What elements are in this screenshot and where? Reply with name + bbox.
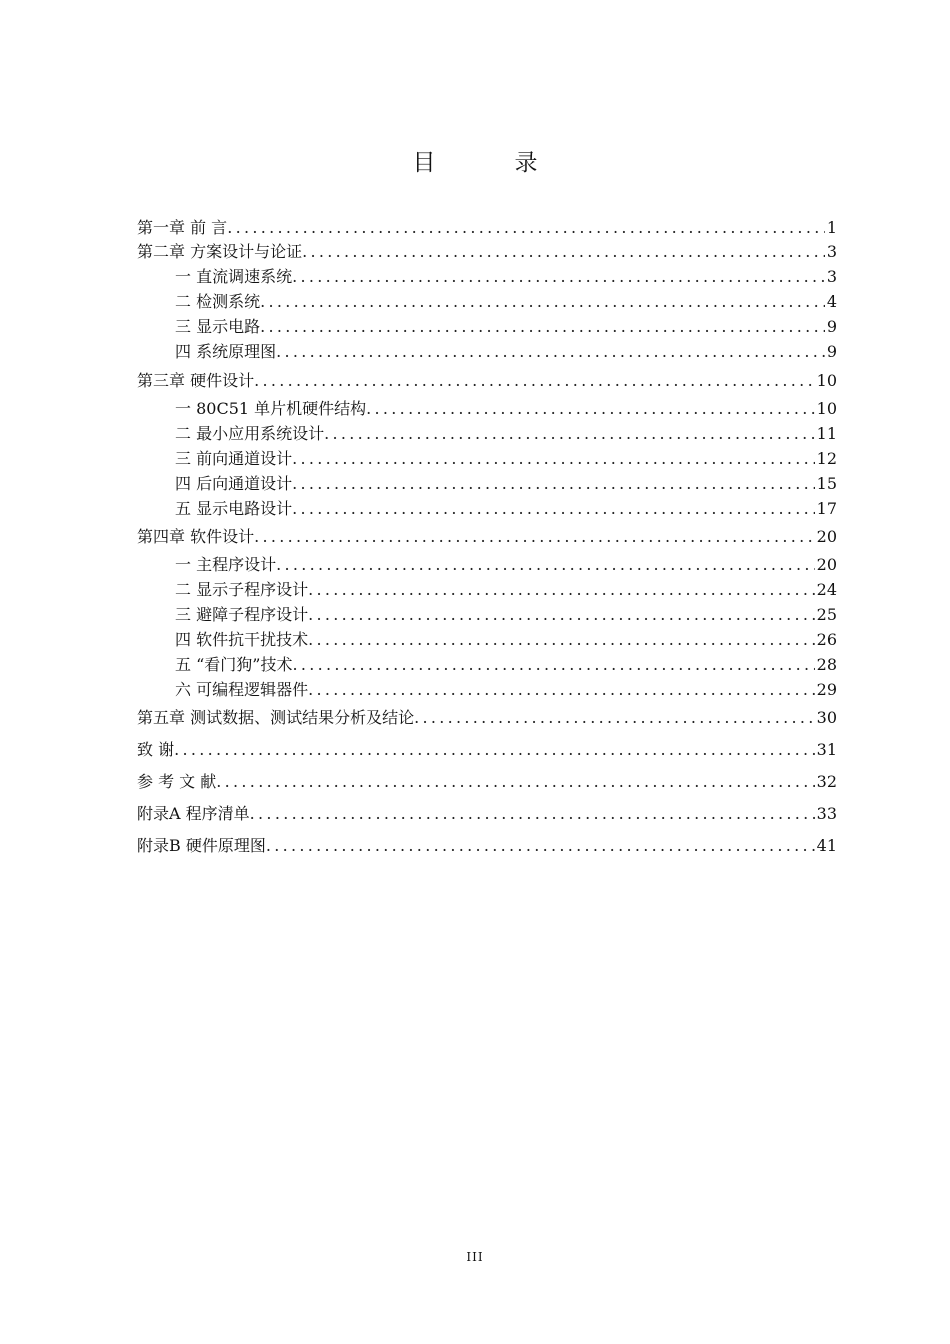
toc-entry[interactable] [137, 800, 837, 824]
toc-leader-dots [292, 655, 814, 675]
toc-entry[interactable] [175, 395, 837, 419]
toc-entry[interactable] [175, 601, 837, 625]
toc-entry-label: 一 80C51 单片机硬件结构 [175, 399, 367, 418]
toc-entry-label: 五 显示电路设计 [175, 499, 293, 518]
toc-entry[interactable] [137, 736, 837, 760]
toc-leader-dots [308, 580, 815, 600]
toc-entry-page: 10 [816, 399, 837, 418]
toc-entry-label: 参 考 文 献 [137, 772, 217, 791]
toc-entry-label: 四 系统原理图 [175, 342, 277, 361]
toc-entry-page: 20 [816, 555, 837, 574]
toc-leader-dots [227, 218, 825, 238]
toc-entry[interactable] [137, 214, 837, 238]
toc-entry-page: 24 [816, 580, 837, 599]
toc-leader-dots [254, 371, 815, 391]
toc-entry-label: 一 主程序设计 [175, 555, 277, 574]
toc-entry[interactable] [137, 832, 837, 856]
toc-leader-dots [260, 317, 825, 337]
toc-entry-page: 9 [826, 317, 837, 336]
toc-entry-label: 二 最小应用系统设计 [175, 424, 325, 443]
toc-leader-dots [260, 292, 825, 312]
toc-leader-dots [292, 499, 815, 519]
toc-entry-label: 致 谢 [137, 740, 175, 759]
toc-entry-page: 10 [816, 371, 837, 390]
toc-entry[interactable] [175, 288, 837, 312]
toc-entry[interactable] [175, 495, 837, 519]
toc-entry-label: 附录B 硬件原理图 [137, 836, 266, 855]
toc-entry-label: 三 显示电路 [175, 317, 261, 336]
toc-entry-page: 28 [816, 655, 837, 674]
toc-entry-label: 第一章 前 言 [137, 218, 228, 237]
toc-entry[interactable] [175, 338, 837, 362]
toc-entry-label: 第三章 硬件设计 [137, 371, 255, 390]
toc-entry-label: 第二章 方案设计与论证 [137, 242, 303, 261]
toc-entry-label: 四 后向通道设计 [175, 474, 293, 493]
toc-entry[interactable] [175, 470, 837, 494]
toc-entry-page: 33 [816, 804, 837, 823]
toc-entry-page: 3 [826, 267, 837, 286]
toc-entry[interactable] [137, 768, 837, 792]
toc-entry-label: 四 软件抗干扰技术 [175, 630, 309, 649]
toc-entry[interactable] [175, 576, 837, 600]
toc-entry-page: 1 [826, 218, 837, 237]
toc-entry[interactable] [175, 445, 837, 469]
toc-entry[interactable] [175, 313, 837, 337]
toc-entry-label: 二 检测系统 [175, 292, 261, 311]
toc-entry-page: 31 [816, 740, 837, 759]
toc-entry-page: 20 [816, 527, 837, 546]
toc-leader-dots [254, 527, 815, 547]
toc-leader-dots [276, 555, 815, 575]
toc-entry-label: 五 “看门狗”技术 [175, 655, 293, 674]
toc-leader-dots [250, 804, 815, 824]
toc-leader-dots [292, 449, 815, 469]
toc-entry-page: 17 [816, 499, 837, 518]
toc-leader-dots [308, 605, 815, 625]
toc-entry-label: 二 显示子程序设计 [175, 580, 309, 599]
toc-entry-page: 15 [816, 474, 837, 493]
toc-entry[interactable] [175, 420, 837, 444]
toc-entry-page: 3 [826, 242, 837, 261]
toc-entry-page: 9 [826, 342, 837, 361]
toc-entry-label: 第四章 软件设计 [137, 527, 255, 546]
toc-entry-label: 第五章 测试数据、测试结果分析及结论 [137, 708, 415, 727]
toc-entry-page: 4 [826, 292, 837, 311]
toc-leader-dots [366, 399, 815, 419]
toc-leader-dots [302, 242, 825, 262]
toc-entry[interactable] [175, 551, 837, 575]
toc-leader-dots [324, 424, 815, 444]
toc-entry-page: 11 [816, 424, 837, 443]
toc-leader-dots [292, 267, 825, 287]
toc-entry-page: 41 [816, 836, 837, 855]
page-title: 目 录 [412, 150, 566, 176]
toc-entry-page: 26 [816, 630, 837, 649]
toc-leader-dots [174, 740, 815, 760]
toc-entry-page: 25 [816, 605, 837, 624]
toc-entry[interactable] [137, 367, 837, 391]
toc-entry-page: 32 [816, 772, 837, 791]
toc-entry-label: 一 直流调速系统 [175, 267, 293, 286]
toc-leader-dots [276, 342, 825, 362]
toc-leader-dots [266, 836, 815, 856]
toc-entry[interactable] [175, 263, 837, 287]
toc-entry[interactable] [137, 704, 837, 728]
page-number: III [466, 1250, 484, 1264]
toc-entry[interactable] [137, 523, 837, 547]
toc-entry-page: 12 [816, 449, 837, 468]
toc-entry-label: 三 避障子程序设计 [175, 605, 309, 624]
toc-leader-dots [216, 772, 814, 792]
toc-leader-dots [308, 680, 815, 700]
toc-entry[interactable] [175, 626, 837, 650]
toc-entry[interactable] [175, 676, 837, 700]
toc-leader-dots [308, 630, 815, 650]
toc-entry-page: 30 [816, 708, 837, 727]
toc-leader-dots [414, 708, 815, 728]
toc-entry[interactable] [137, 238, 837, 262]
toc-entry-label: 附录A 程序清单 [137, 804, 250, 823]
toc-entry-label: 三 前向通道设计 [175, 449, 293, 468]
toc-entry-page: 29 [816, 680, 837, 699]
toc-entry-label: 六 可编程逻辑器件 [175, 680, 309, 699]
toc-leader-dots [292, 474, 815, 494]
toc-entry[interactable] [175, 651, 837, 675]
